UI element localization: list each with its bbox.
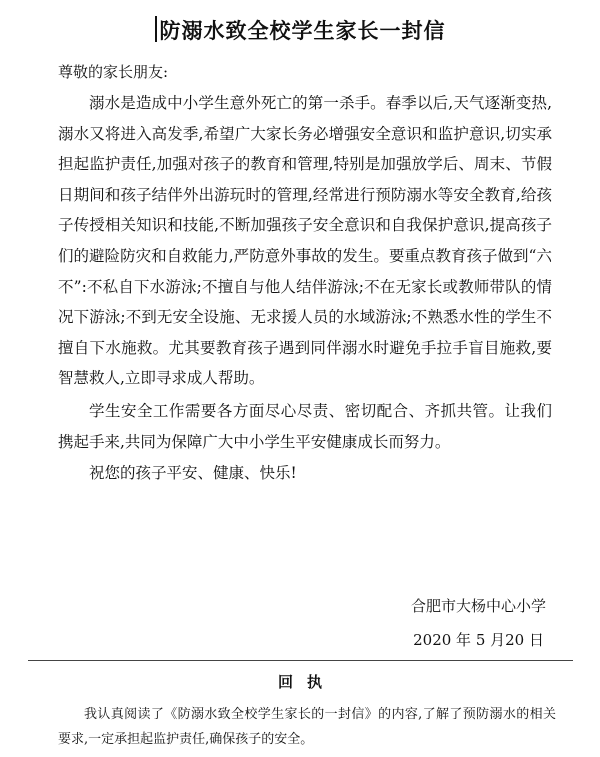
body-paragraph-2: 学生安全工作需要各方面尽心尽责、密切配合、齐抓共管。让我们携起手来,共同为保障广大中小学生平安健康成长而努力。 <box>58 401 552 451</box>
receipt-text: 我认真阅读了《防溺水致全校学生家长的一封信》的内容,了解了预防溺水的相关要求,一定承担起监护责任,确保孩子的安全。 <box>58 707 556 747</box>
signature-date: 2020 年 5 月20 日 <box>413 631 544 649</box>
cut-divider-line <box>28 660 573 661</box>
text-cursor-bar <box>155 16 157 42</box>
body-paragraph-1: 溺水是造成中小学生意外死亡的第一杀手。春季以后,天气逐渐变热,溺水又将进入高发季,希望广大家长务必增强安全意识和监护意识,切实承担起监护责任,加强对孩子的教育和管理,特别是加强放学后、周末、节假日期间和孩子结伴外出游玩时的管理,经常进行预防溺水等安全教育,给孩子传授相关知识和技能,不断加强孩子安全意识和自我保护意识,提高孩子们的避险防灾和自救能力,严防意外事故的发生。要重点教育孩子做到“六不”:不私自下水游泳;不擅自与他人结伴游泳;不在无家长或教师带队的情况下游泳;不到无安全设施、无求援人员的水域游泳;不熟悉水性的学生不擅自下水施救。尤其要教育孩子遇到同伴溺水时避免手拉手盲目施救,要智慧救人,立即寻求成人帮助。 <box>58 94 552 388</box>
letter-title: 防溺水致全校学生家长一封信 <box>159 18 446 43</box>
salutation: 尊敬的家长朋友: <box>58 63 169 81</box>
letter-title-block <box>0 14 600 48</box>
receipt-title: 回执 <box>277 673 336 691</box>
letter-body <box>58 88 552 489</box>
body-paragraph-3: 祝您的孩子平安、健康、快乐! <box>89 464 297 483</box>
signature-school: 合肥市大杨中心小学 <box>410 597 546 615</box>
